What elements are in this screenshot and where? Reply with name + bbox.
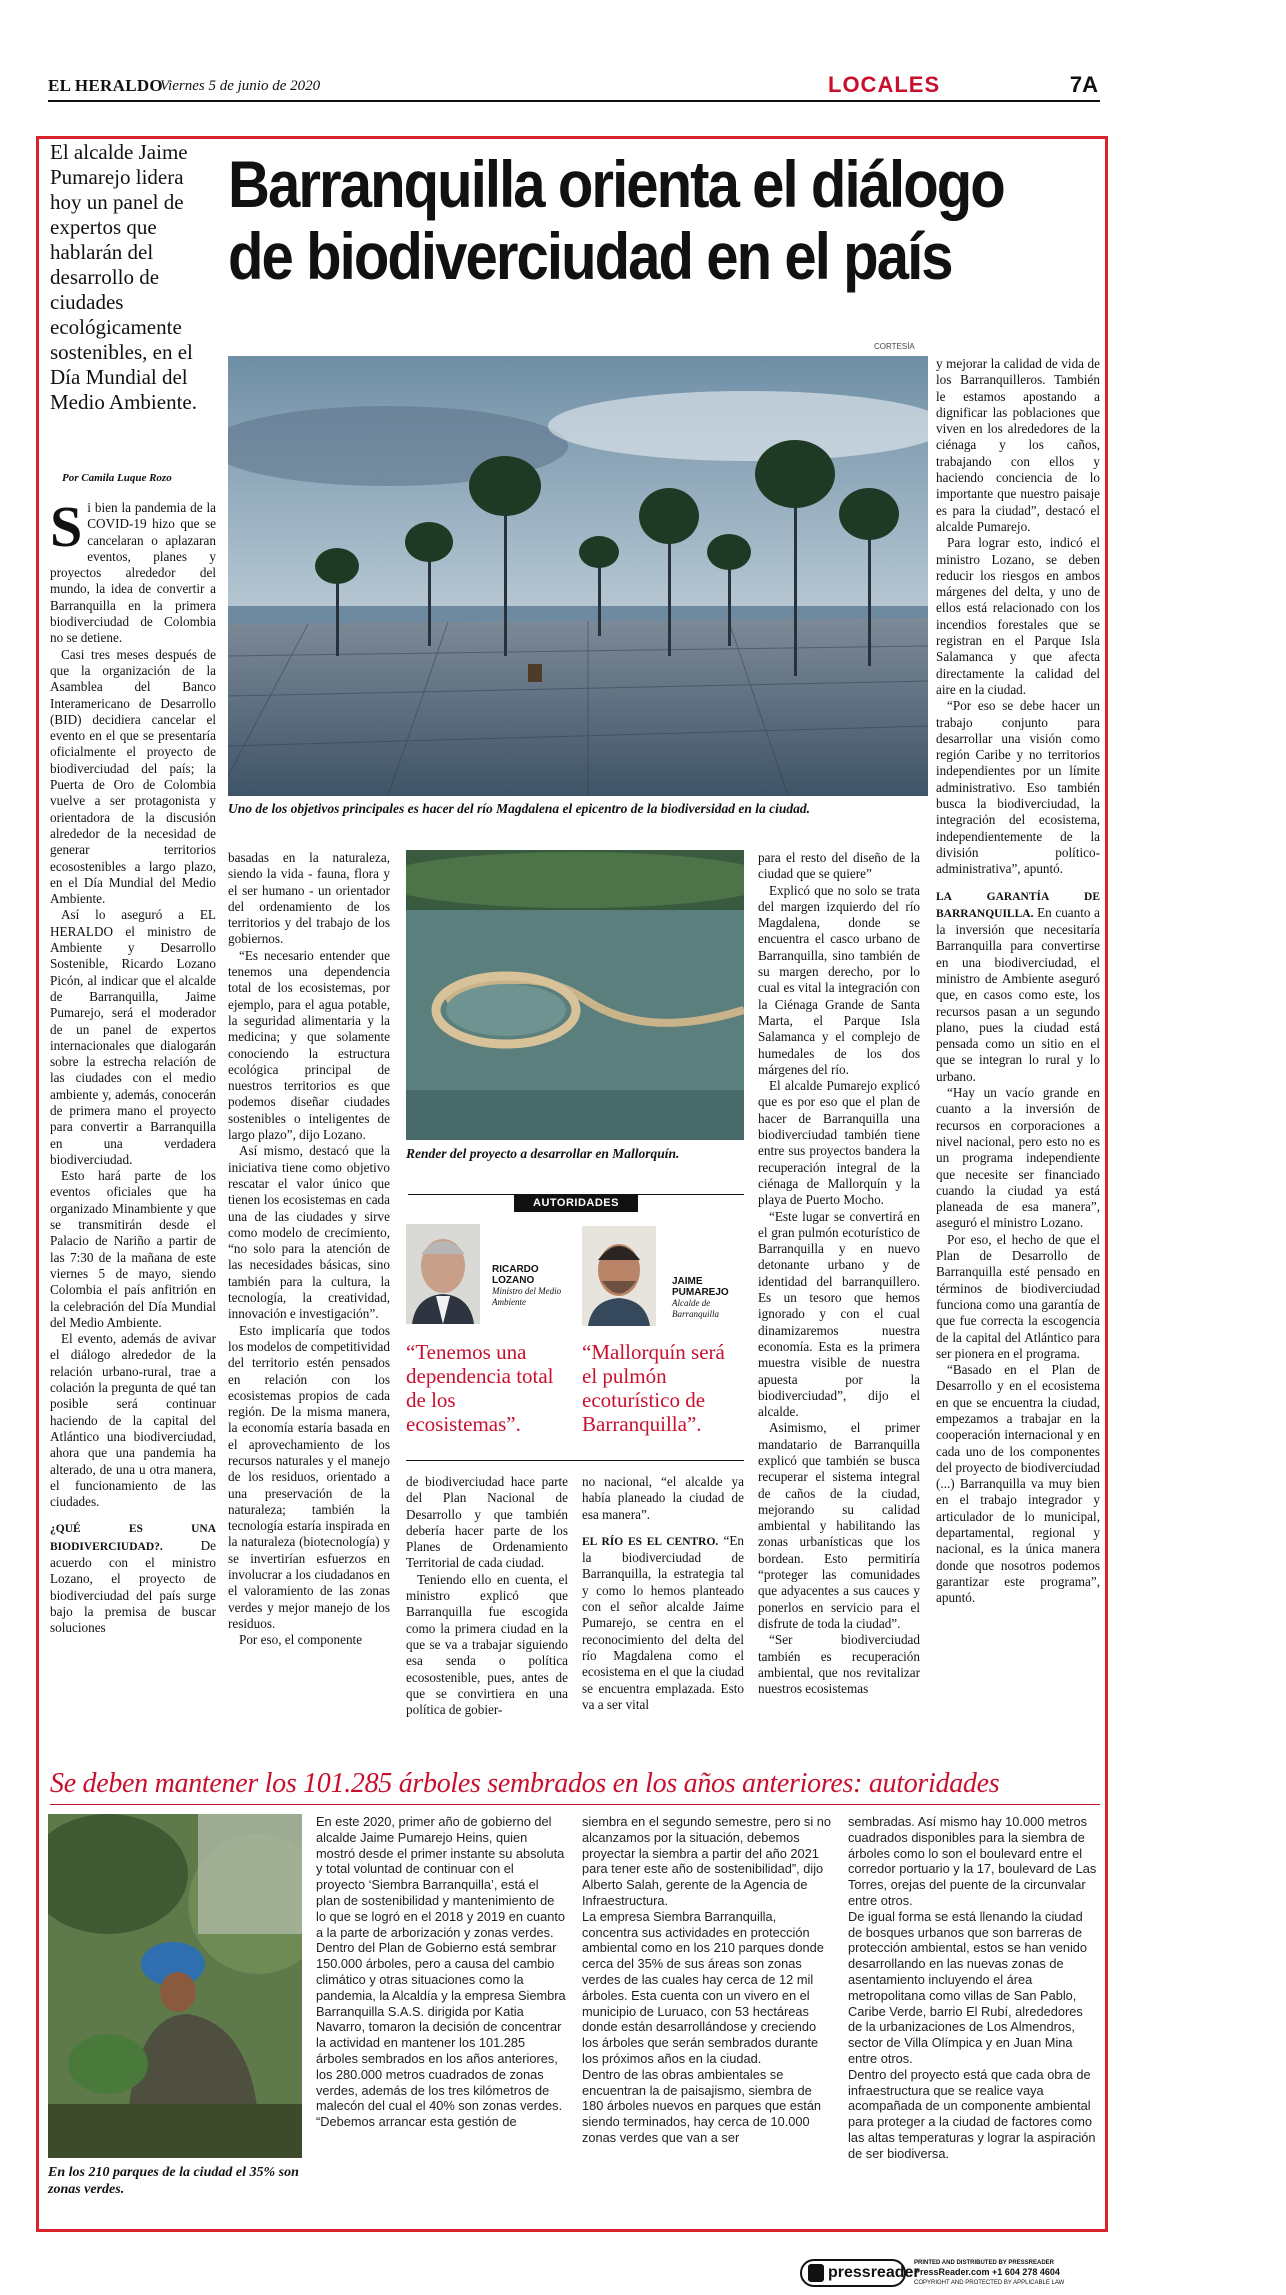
subhead-lead: EL RÍO ES EL CENTRO. — [582, 1535, 719, 1548]
article-summary: El alcalde Jaime Pumarejo lidera hoy un panel de expertos que hablarán del desarrollo de ciudades ecológicamente sostenibles, en el Día Mundial del Medio Ambiente. — [50, 140, 197, 414]
column-5 — [758, 850, 920, 1746]
pressreader-line-2: PressReader.com +1 604 278 4604 — [914, 2267, 1060, 2277]
paragraph: El evento, además de avivar el diálogo alrededor de la relación urbano-rural, trae a colación la pregunta de qué tan posible será continuar haciendo de la capital del Atlántico una biodiverciudad, ahora que una pandemia ha alterado, de una u otra manera, el funcionamiento de las ciudades. — [50, 1331, 216, 1510]
authorities-bar — [408, 1194, 744, 1212]
paragraph: Así lo aseguró a EL HERALDO el ministro de Ambiente y Desarrollo Sostenible, Ricardo Lozano Picón, al indicar que el alcalde de Barranquilla, Jaime Pumarejo, será el moderador de un panel de expertos internacionales que dialogarán sobre la estrecha relación de las ciudades con el medio ambiente y, además, conocerán de primera mano el proyecto para convertir a Barranquilla en una verdadera biodiverciudad. — [50, 907, 216, 1167]
paragraph: “Es necesario entender que tenemos una dependencia total de los ecosistemas, por ejemplo, para el agua potable, la seguridad alimentaria y la medicina; y que solamente conociendo la estructura ecológica principal de nuestros territorios es que podemos diseñar ciudades sostenibles o inteligentes de largo plazo”, dijo Lozano. — [228, 947, 390, 1143]
paragraph: Esto hará parte de los eventos oficiales que ha organizado Minambiente y que se transmitirán desde el Palacio de Nariño a partir de las 7:30 de la mañana de este viernes 5 de mayo, siendo Colombia el país anfitrión en la celebración del Día Mundial del Medio Ambiente. — [50, 1168, 216, 1330]
person-2-info — [672, 1276, 744, 1320]
headline-line-2: de biodiverciudad en el país — [228, 219, 952, 293]
box-title-rule — [50, 1804, 1100, 1805]
column-1 — [50, 500, 216, 1746]
paragraph-text: En cuanto a la inversión que necesitaría Barranquilla para convertirse en una biodiverciudad, el ministro de Ambiente aseguró que, en casos como este, los recursos pasan a un segundo plano, pues la ciudad está pensada como un sitio en el que se integran lo rural y lo urbano. — [936, 904, 1100, 1084]
box-column-2: siembra en el segundo semestre, pero si no alcanzamos por la situación, debemos proyectar la siembra a partir del año 2021 para tener este año de sostenibilidad”, dijo Alberto Salah, gerente de la Agencia de Infraestructura. La empresa Siembra Barranquilla, concentra sus actividades en protección ambiental como en los 210 parques donde cerca del 35% de sus áreas son zonas verdes de las cuales hay cerca de 12 mil árboles. Esta cuenta con un vivero en el municipio de Luruaco, con 53 hectáreas donde están desarrollándose y creciendo los árboles que serán sembrados durante los próximos años en la ciudad. Dentro de las obras ambientales se encuentran la de paisajismo, siembra de 180 árboles nuevos en parques que están siendo terminados, hay cerca de 10.000 zonas verdes que van a ser — [582, 1814, 831, 2145]
portrait-ricardo-lozano — [406, 1224, 480, 1324]
section-name: LOCALES — [828, 72, 941, 97]
render-photo-mallorquin — [406, 850, 744, 1140]
masthead — [48, 72, 1100, 102]
render-photo-caption: Render del proyecto a desarrollar en Mallorquín. — [406, 1146, 680, 1161]
box-column-1: En este 2020, primer año de gobierno del alcalde Jaime Pumarejo Heins, quien mostró desde el primer instante su absoluta y total voluntad de continuar con el proyecto ‘Siembra Barranquilla’, está el plan de sostenibilidad y mantenimiento de lo que se logró en el 2018 y 2019 en cuanto a la parte de arborización y zonas verdes. Dentro del Plan de Gobierno está sembrar 150.000 árboles, pero a causa del cambio climático y otras situaciones como la pandemia, la Alcaldía y la empresa Siembra Barranquilla S.A.S. dirigida por Katia Navarro, tomaron la decisión de concentrar la actividad en mantener los 101.285 árboles sembrados en los años anteriores, los 280.000 metros cuadrados de zonas verdes, además de los tres kilómetros de malecón del cual el 40% son zonas verdes. “Debemos arrancar esta gestión de — [316, 1814, 566, 2130]
main-photo-caption: Uno de los objetivos principales es hacer del río Magdalena el epicentro de la biodiversidad en la ciudad. — [228, 801, 810, 816]
paragraph: para el resto del diseño de la ciudad que se quiere” — [758, 850, 920, 882]
pressreader-logo — [800, 2259, 920, 2287]
person-1-role: Ministro del Medio Ambiente — [492, 1286, 562, 1307]
subhead-paragraph — [50, 1520, 216, 1636]
paragraph: Casi tres meses después de que la organización de la Asamblea del Banco Interamericano de Desarrollo (BID) decidiera cancelar el evento en el que se presentaría oficialmente el proyecto de biodiverciudad del país; la Puerta de Oro de Colombia vuelve a ser protagonista y orientadora de la discusión alrededor de la necesidad de generar territorios ecosostenibles a largo plazo, en el Día Mundial del Medio Ambiente. — [50, 646, 216, 907]
paragraph: Esto implicaría que todos los modelos de competitividad del territorio estén pensados en relación con los ecosistemas propios de cada región. De la misma manera, la economía estaría basada en el aprovechamiento de los recursos naturales y el manejo de los residuos, orientado a una preservación de la naturaleza; también la tecnología estaría inspirada en la naturaleza (biotecnología) y se invertirían esfuerzos en involucrar a los ciudadanos en el valoramiento de las zonas verdes y mejor manejo de los residuos. — [228, 1322, 390, 1631]
paragraph: Explicó que no solo se trata del margen izquierdo del río Magdalena, donde se encuentra el casco urbano de Barranquilla, sino también de su margen derecho, por lo cual es vital la integración con la Ciénaga Grande de Santa Marta, el Parque Isla Salamanca y el complejo de humedales de los dos márgenes del río. — [758, 882, 920, 1077]
paragraph: “Este lugar se convertirá en el gran pulmón ecoturístico de Barranquilla y en nuevo detonante urbano y de identidad del barranquillero. Es un tesoro que hemos ignorado y con el cual dinamizaremos nuestra economía. Esta es la primera muestra visible de nuestra apuesta por la biodiverciudad”, dijo el alcalde. — [758, 1208, 920, 1420]
box-photo-planting — [48, 1814, 302, 2158]
pressreader-icon — [808, 2264, 824, 2282]
page-number: 7A — [1069, 72, 1098, 97]
headline — [228, 147, 1004, 293]
subhead-paragraph — [582, 1533, 744, 1713]
paragraph: Por eso, el hecho de que el Plan de Desarrollo de Barranquilla esté pensado en términos de biodiverciudad funciona como una garantía de que fue correcta la escogencia de la capital del Atlántico para ser pionera en el programa. — [936, 1231, 1100, 1361]
drop-cap: S — [50, 500, 83, 559]
paragraph-text: “En la biodiverciudad de Barranquilla, la estrategia tal y como lo hemos planteado con el señor alcalde Jaime Pumarejo, se centra en el reconocimiento del delta del río Magdalena como el ecosistema en el que la ciudad se encuentra emplazada. Esto va a ser vital — [582, 1532, 744, 1712]
paragraph: de biodiverciudad hace parte del Plan Nacional de Desarrollo y que también debería hacer parte de los Planes de Ordenamiento Territorial de cada ciudad. — [406, 1474, 568, 1571]
person-2-name: JAIME PUMAREJO — [672, 1276, 729, 1298]
box-title: Se deben mantener los 101.285 árboles sembrados en los años anteriores: autoridades — [50, 1768, 1000, 1799]
issue-date: Viernes 5 de junio de 2020 — [160, 78, 321, 94]
byline: Por Camila Luque Rozo — [62, 472, 172, 484]
column-4 — [582, 1474, 744, 1746]
paragraph: Así mismo, destacó que la iniciativa tiene como objetivo rescatar el valor único que tienen los ecosistemas en cada una de las ciudades y sirve como modelo de crecimiento, “no solo para la atención de las necesidades básicas, sino también para la cultura, la tecnología, la creatividad, innovación e investigación”. — [228, 1143, 390, 1322]
paragraph: “Basado en el Plan de Desarrollo y en el ecosistema en que se encuentra la ciudad, empezamos a trabajar en la cooperación internacional y en cada uno de los componentes del proyecto de biodiverciudad (...) Barranquilla va muy bien en el trabajo integrador y articulador de lo municipal, departamental, regional y nacional, es la única manera donde que nosotros podemos garantizar este programa”, apuntó. — [936, 1362, 1100, 1606]
subhead-lead: ¿QUÉ ES UNA BIODIVERCIUDAD?. — [50, 1523, 216, 1553]
paragraph: y mejorar la calidad de vida de los Barranquilleros. También le estamos apostando a dignificar las poblaciones que viven en los alrededores de la ciénaga y los caños, trabajando con ellos y haciendo conciencia de lo importante que nuestro paisaje es para la ciudad”, destacó el alcalde Pumarejo. — [936, 356, 1100, 534]
pressreader-line-3: COPYRIGHT AND PROTECTED BY APPLICABLE LAW — [914, 2280, 1065, 2286]
paragraph: Por eso, el componente — [239, 1632, 363, 1648]
portrait-jaime-pumarejo — [582, 1226, 656, 1326]
authorities-divider — [406, 1460, 744, 1461]
pressreader-line-1: PRINTED AND DISTRIBUTED BY PRESSREADER — [914, 2260, 1055, 2266]
subhead-paragraph — [936, 888, 1100, 1086]
paragraph: no nacional, “el alcalde ya había planeado la ciudad de esa manera”. — [582, 1474, 744, 1522]
person-1-quote: “Tenemos una dependencia total de los ecosistemas”. — [406, 1340, 554, 1436]
paragraph: Teniendo ello en cuenta, el ministro explicó que Barranquilla fue escogida como la primera ciudad en la que se va a trabajar siguiendo esa senda o política ecosostenible, pues, antes de que se convirtiera en una política de gobier- — [406, 1571, 568, 1718]
paragraph-text: De acuerdo con el ministro Lozano, el proyecto de biodiverciudad del país surge bajo la premisa de buscar soluciones — [50, 1537, 216, 1636]
paragraph: El alcalde Pumarejo explicó que es por eso que el plan de hacer de Barranquilla una biodiverciudad también tiene entre sus proyectos bandera la recuperación integral de la ciénaga de Mallorquín y la playa de Puerto Mocho. — [758, 1078, 920, 1208]
pressreader-wordmark: pressreader — [828, 2264, 920, 2281]
person-1-info — [492, 1264, 562, 1308]
subhead-lead: LA GARANTÍA DE BARRANQUILLA. — [936, 890, 1100, 920]
person-1-name: RICARDO LOZANO — [492, 1264, 539, 1286]
box-photo-caption: En los 210 parques de la ciudad el 35% son zonas verdes. — [48, 2165, 299, 2197]
authorities-label: AUTORIDADES — [514, 1194, 638, 1212]
paragraph: Para lograr esto, indicó el ministro Lozano, se deben reducir los riesgos en ambos márgenes del delta, y uno de ellos está relacionado con los incendios forestales que se registran en el Parque Isla Salamanca y que afecta directamente la calidad del aire en la ciudad. — [936, 535, 1100, 697]
pressreader-footer — [800, 2259, 1100, 2289]
paragraph: i bien la pandemia de la COVID-19 hizo que se cancelaran o aplazaran eventos, planes y proyectos alrededor del mundo, la idea de convertir a Barranquilla en la primera biodiverciudad de Colombia no se detiene. — [50, 500, 216, 646]
person-2-role: Alcalde de Barranquilla — [672, 1298, 720, 1319]
box-column-3: sembradas. Así mismo hay 10.000 metros cuadrados disponibles para la siembra de árboles como lo son el boulevard entre el corredor portuario y la 17, boulevard de Las Torres, orejas del puente de la circunvalar entre otros. De igual forma se está llenando la ciudad de bosques urbanos que son barreras de protección ambiental, estos se han venido desarrollando en las nuevas zonas de asentamiento incluyendo el área metropolitana como villas de San Pablo, Caribe Verde, barrio El Rubí, alrededores de la urbanizaciones de Los Almendros, sector de Villa Olímpica y en Juan Mina entre otros. Dentro del proyecto está que cada obra de infraestructura que se realice vaya acompañada de un componente ambiental para proteger a la ciudad de factores como las altas temperaturas y lograr la aspiración de ser biodiversa. — [848, 1814, 1097, 2161]
paragraph: “Hay un vacío grande en cuanto a la inversión de recursos en corporaciones a nivel nacional, pero esto no es un programa independiente que necesite ser financiado cuando la ciudad ya está planeada de esa manera”, aseguró el ministro Lozano. — [936, 1085, 1100, 1231]
column-6 — [936, 356, 1100, 1746]
column-3 — [406, 1474, 568, 1746]
photo-credit: CORTESÍA — [874, 342, 915, 351]
paragraph: Asimismo, el primer mandatario de Barranquilla explicó que también se busca recuperar el sistema integral de caños de la ciudad, mejorando su calidad ambiental y habilitando las zonas urbanísticas que los bordean. Esto permitiría “proteger las comunidades que adyacentes a sus cauces y ponerlos en servicio para el disfrute de toda la ciudad”. — [758, 1420, 920, 1631]
paper-name: EL HERALDO — [48, 76, 163, 95]
paragraph: “Por eso se debe hacer un trabajo conjunto para desarrollar una visión como región Caribe y no territorios independientes por un límite administrativo. Eso también busca la biodiverciudad, la integración del ecosistema, independientemente de la división político-administrativa”, apuntó. — [936, 698, 1100, 877]
headline-line-1: Barranquilla orienta el diálogo — [228, 147, 1004, 221]
paragraph: “Ser biodiverciudad también es recuperación ambiental, que nos revitalizar nuestros ecosistemas — [758, 1632, 920, 1697]
main-photo-malecon — [228, 356, 928, 796]
person-2-quote: “Mallorquín será el pulmón ecoturístico de Barranquilla”. — [582, 1340, 725, 1436]
column-2 — [228, 850, 390, 1746]
paragraph: basadas en la naturaleza, siendo la vida - fauna, flora y el ser humano - un orientador del ordenamiento de los territorios y del trabajo de los gobiernos. — [228, 850, 390, 947]
